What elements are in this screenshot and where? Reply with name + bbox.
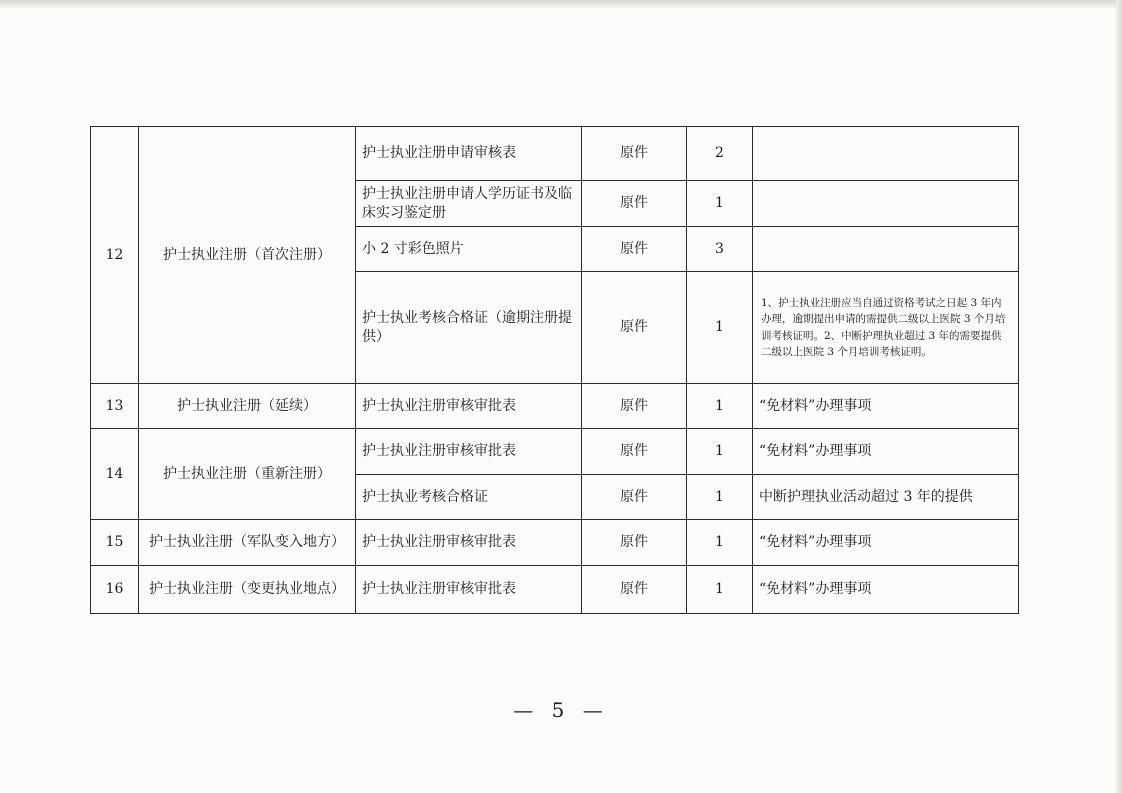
table-row: [91, 384, 1019, 429]
item-name: 护士执业注册（重新注册）: [139, 429, 356, 520]
material-count: 2: [687, 127, 753, 181]
material-count: 1: [687, 520, 753, 566]
material-type: 原件: [582, 384, 687, 429]
material-name: 小 2 寸彩色照片: [356, 227, 582, 272]
material-note: “免材料”办理事项: [753, 384, 1019, 429]
material-type: 原件: [582, 520, 687, 566]
material-count: 1: [687, 272, 753, 384]
item-name: 护士执业注册（变更执业地点）: [139, 566, 356, 614]
material-note: [753, 227, 1019, 272]
material-name: 护士执业注册审核审批表: [356, 566, 582, 614]
table-row: [91, 566, 1019, 614]
item-number: 14: [91, 429, 139, 520]
page-number: — 5 —: [513, 698, 609, 722]
scan-edge-right: [1116, 0, 1122, 793]
material-type: 原件: [582, 566, 687, 614]
material-count: 3: [687, 227, 753, 272]
material-note: [753, 127, 1019, 181]
item-name: 护士执业注册（首次注册）: [139, 127, 356, 384]
material-type: 原件: [582, 227, 687, 272]
material-name: 护士执业考核合格证: [356, 475, 582, 520]
material-name: 护士执业注册审核审批表: [356, 520, 582, 566]
material-count: 1: [687, 566, 753, 614]
item-number: 16: [91, 566, 139, 614]
material-note: “免材料”办理事项: [753, 566, 1019, 614]
material-name: 护士执业注册申请人学历证书及临床实习鉴定册: [356, 181, 582, 227]
material-count: 1: [687, 181, 753, 227]
table-row: [91, 429, 1019, 475]
item-name: 护士执业注册（军队变入地方）: [139, 520, 356, 566]
material-note: [753, 181, 1019, 227]
item-number: 12: [91, 127, 139, 384]
materials-table: [90, 126, 1019, 614]
material-name: 护士执业考核合格证（逾期注册提供）: [356, 272, 582, 384]
material-count: 1: [687, 475, 753, 520]
material-name: 护士执业注册申请审核表: [356, 127, 582, 181]
scan-edge-top: [0, 0, 1122, 8]
material-count: 1: [687, 384, 753, 429]
material-note: “免材料”办理事项: [753, 429, 1019, 475]
material-type: 原件: [582, 272, 687, 384]
item-name: 护士执业注册（延续）: [139, 384, 356, 429]
material-type: 原件: [582, 429, 687, 475]
material-type: 原件: [582, 127, 687, 181]
material-note: 中断护理执业活动超过 3 年的提供: [753, 475, 1019, 520]
material-note: 1、护士执业注册应当自通过资格考试之日起 3 年内办理，逾期提出申请的需提供二级以上医院 3 个月培训考核证明。2、中断护理执业超过 3 年的需要提供二级以上医院 3 个月培训考核证明。: [753, 272, 1019, 384]
material-name: 护士执业注册审核审批表: [356, 429, 582, 475]
table-row: [91, 127, 1019, 181]
material-count: 1: [687, 429, 753, 475]
material-type: 原件: [582, 181, 687, 227]
item-number: 15: [91, 520, 139, 566]
item-number: 13: [91, 384, 139, 429]
table-row: [91, 520, 1019, 566]
material-name: 护士执业注册审核审批表: [356, 384, 582, 429]
material-type: 原件: [582, 475, 687, 520]
material-note: “免材料”办理事项: [753, 520, 1019, 566]
